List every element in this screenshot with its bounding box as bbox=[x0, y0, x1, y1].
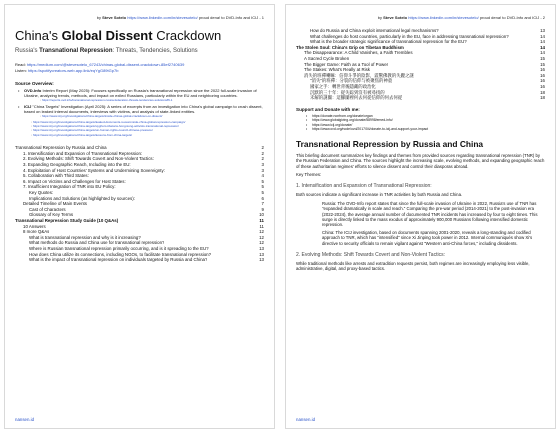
toc-entry-page: 14 bbox=[540, 33, 545, 39]
support-link[interactable]: • https://www.globalgiving.org/donate/58998/emed-info/ bbox=[306, 118, 545, 123]
toc-entry-page: 11 bbox=[259, 217, 264, 223]
toc-entry-page: 2 bbox=[261, 145, 264, 151]
header-link[interactable]: https://www.linkedin.com/in/stevesotelo/ bbox=[127, 15, 198, 20]
toc-entry[interactable] bbox=[296, 95, 545, 101]
read-link[interactable]: https://medium.com/@stevesotelo_67243/chinas-global-dissent-crackdown-85ef2740639 bbox=[26, 62, 185, 67]
paragraph: Both sources indicate a significant increase in TNR activities by both Russia and China. bbox=[296, 192, 463, 198]
toc-entry-page: 13 bbox=[540, 28, 545, 33]
toc-entry-page: 5 bbox=[261, 190, 264, 195]
header-link[interactable]: https://www.linkedin.com/in/stevesotelo/ bbox=[408, 15, 479, 20]
toc-entry-title: Glossary of Key Terms bbox=[29, 212, 74, 218]
toc-entry-title: The Stolen Soul: China's Grip on Tibetan Buddhism bbox=[296, 44, 404, 50]
toc-entry-page: 6 bbox=[261, 195, 264, 201]
toc-entry-page: 12 bbox=[259, 229, 264, 235]
source-link[interactable]: ◦ https://reports.ovd.info/transnational-repression-russia-federation-threats-tendencies-solutions#ft-1 bbox=[24, 98, 264, 102]
toc-entry-title: 消失的班禪喇嘛：信仰斗爭的陰影，震驚佛教的失蹤之謎 bbox=[304, 72, 414, 78]
paragraph: While traditional methods like arrests and extradition requests persist, both regimes are increasingly employing less visible, administrative, digital, and proxy-based tactics. bbox=[296, 261, 530, 272]
page-title bbox=[15, 28, 264, 43]
toc-entry-page: 7 bbox=[261, 201, 264, 207]
toc-entry-page: 3 bbox=[261, 167, 264, 173]
toc-entry-page: 10 bbox=[259, 212, 264, 218]
toc-entry-title: 1. Intensification and Expansion of Transnational Repression: bbox=[23, 150, 143, 156]
listen-label: Listen: bbox=[15, 67, 27, 73]
extra-link[interactable]: ◦ https://www.icij.org/investigations/china-targets/lessons-from-china-targets/ bbox=[15, 133, 264, 137]
header-author: Steve Sotelo bbox=[383, 15, 408, 20]
page-footer[interactable]: nansen.id bbox=[15, 417, 35, 422]
page-header bbox=[15, 15, 264, 20]
toc-entry-title: "消失"的班禪：分裂的信仰与被聚焦的神童 bbox=[310, 78, 393, 84]
source-link[interactable]: ◦ https://www.icij.org/investigations/china-targets/inside-chinas-global-crackdown-on-dissent/ bbox=[24, 114, 264, 118]
extra-link[interactable]: ◦ https://www.icij.org/investigations/china-targets/leaked-documents-reveal-inside-china-global-repression-campaign/ bbox=[15, 120, 264, 124]
toc-entry-title: 6. Impact on Victims and Challenges for Host States: bbox=[23, 178, 126, 184]
toc-entry-page: 13 bbox=[259, 251, 264, 257]
header-by: by bbox=[96, 15, 101, 20]
toc-entry-title: What is the impact of transnational repression on individuals targeted by Russia and China? bbox=[29, 257, 208, 263]
listen-link[interactable]: https://spotifycreators-web.app.link/eqYgG89tGp7b bbox=[27, 67, 119, 73]
toc-entry-title: Cast of Characters bbox=[29, 206, 66, 212]
source-desc: "China Targets" Investigation (April 2025): A series of excerpts from an investigation into China's global campaign to crush dissent, based on leaked internal documents, interviews with victims, and analysis of state-linked entities. bbox=[24, 103, 263, 115]
table-of-contents bbox=[15, 145, 264, 262]
toc-entry-title: 5. Collaboration with Third States: bbox=[23, 173, 89, 179]
toc-entry-page: 18 bbox=[540, 89, 545, 95]
subtitle-pre: Russia's bbox=[15, 48, 40, 54]
toc-entry-title: The Bigger Game: Faith as a Tool of Power bbox=[304, 61, 389, 67]
toc-entry-page: 2 bbox=[261, 150, 264, 156]
toc-entry-title: Transnational Repression Study Guide (10 Q&As) bbox=[15, 217, 119, 223]
toc-entry-title: What is transnational repression and why is it increasing? bbox=[29, 234, 141, 240]
page-subtitle bbox=[15, 48, 264, 54]
toc-entry-title: Where is Russian transnational repression primarily occurring, and is it spreading to the EU? bbox=[29, 245, 209, 251]
header-by: by bbox=[377, 15, 382, 20]
toc-entry-title: What challenges do host countries, particularly in the EU, face in addressing transnational repression? bbox=[310, 33, 509, 39]
toc-entry-page: 16 bbox=[540, 72, 545, 78]
toc-entry-page: 5 bbox=[261, 178, 264, 184]
source-item bbox=[15, 88, 264, 103]
toc-entry-title: 沉默的三十年：從失踪到沒有被尋找的 bbox=[310, 89, 385, 95]
toc-entry-page: 14 bbox=[540, 39, 545, 45]
subsection-heading: 1. Intensification and Expansion of Transnational Repression: bbox=[296, 183, 432, 190]
toc-entry-title: 4. Exploitation of Host Countries' Systems and Undermining Sovereignty: bbox=[23, 167, 165, 173]
toc-entry-page: 9 bbox=[261, 206, 264, 212]
toc-entry-title: 未解的謎團：這腳團裡何去何從信仰的何去何從 bbox=[310, 95, 403, 101]
toc-entry-page: 16 bbox=[540, 78, 545, 84]
toc-entry-page: 16 bbox=[540, 67, 545, 73]
page-footer[interactable]: nansen.id bbox=[296, 417, 316, 422]
support-links bbox=[296, 114, 545, 132]
read-label: Read: bbox=[15, 62, 26, 67]
extra-link[interactable]: ◦ https://www.icij.org/investigations/china-targets/uyghurs-tibetans-hong-kong-activists-transnational-repression/ bbox=[15, 124, 264, 128]
toc-entry-title: The Disappearance: A Child Vanishes, a Faith Trembles bbox=[304, 50, 413, 56]
toc-entry[interactable] bbox=[15, 257, 264, 263]
extra-links bbox=[15, 120, 264, 138]
subtitle-bold: Transnational Repression bbox=[39, 48, 113, 54]
extra-link[interactable]: ◦ https://www.icij.org/investigations/china-targets/un-human-rights-council-chinese-pressure/ bbox=[15, 128, 264, 132]
title-post: Crackdown bbox=[152, 28, 222, 43]
read-listen-links bbox=[15, 62, 264, 73]
toc-entry-page: 15 bbox=[540, 55, 545, 61]
toc-entry-title: 2. Evolving Methods: Shift Towards Covert and Non-Violent Tactics: bbox=[23, 156, 154, 162]
toc-entry-page: 13 bbox=[259, 257, 264, 263]
toc-entry-page: 13 bbox=[259, 245, 264, 251]
toc-entry-page: 2 bbox=[261, 156, 264, 162]
table-of-contents-continued bbox=[296, 28, 545, 101]
header-tagline: proud dena! to DVD-Info and ICIJ - 1 bbox=[198, 15, 264, 20]
toc-entry-title: 3. Expanding Geographic Reach, Including into the EU: bbox=[23, 162, 131, 168]
intro-paragraph: This briefing document summarizes key findings and themes from provided sources regarding transnational repression (TNR) by the Russian Federation and China. The sources highlight the increasing scale, evolving methods, and expanding geographic reach of these authoritarian regimes' efforts to silence dissent and control their diasporas abroad. bbox=[296, 152, 545, 169]
indented-paragraph-china: China: The ICIJ investigation, based on documents spanning 2001-2020, reveals a long-standing and codified approach to TNR, which has "intensified" since Xi Jinping took power in 2012. Internal communiqués show Xi's directive to security officials to remain vigilant against "Western anti-China forces," including dissidents. bbox=[322, 229, 533, 246]
toc-entry-page: 14 bbox=[540, 50, 545, 56]
toc-entry-title: 7. Insufficient Integration of TNR into EU Policy: bbox=[23, 184, 116, 190]
support-link[interactable]: • https://www.icij.org/donate/ bbox=[306, 123, 545, 128]
toc-entry-title: 8 more Q&As bbox=[23, 229, 50, 235]
key-themes-label: Key Themes: bbox=[296, 171, 322, 177]
support-link[interactable]: • https://donate.nonfrom.org/donate/organ bbox=[306, 114, 545, 119]
toc-entry-title: How does China utilize its connections, including NGOs, to facilitate transnational repression? bbox=[29, 251, 212, 257]
indented-paragraph-russia: Russia: The OVD-Info report states that since the full-scale invasion of Ukraine in 2022, Russia's use of TNR has "expanded dramatically in scale and reach." Comparing the pre-war period (2014-2021) to the post-invasion era (2022-2024), the average annual number of documented TNR incidents has increased by four to eight times. This surge is directly linked to the mass exodus of approximately 900,000 Russians following intensified domestic repression. bbox=[322, 200, 538, 228]
toc-entry-page: 12 bbox=[259, 240, 264, 246]
toc-entry-title: Transnational Repression by Russia and China bbox=[15, 145, 107, 151]
toc-entry-page: 4 bbox=[261, 173, 264, 179]
toc-entry-title: A Sacred Cycle Broken bbox=[304, 55, 350, 61]
toc-entry-title: What is the broader strategic significance of transnational repression for the EU? bbox=[310, 39, 467, 45]
toc-entry-title: 10 Answers bbox=[23, 223, 46, 229]
subtitle-post: : Threats, Tendencies, Solutions bbox=[112, 48, 198, 54]
toc-entry-page: 12 bbox=[259, 234, 264, 240]
support-link[interactable]: • https://www.ovd.org/node/ovd/2017/04/donate-to-icij-and-support-your-impact bbox=[306, 127, 545, 132]
source-name: OVD-Info bbox=[24, 88, 42, 93]
source-name: ICIJ bbox=[24, 103, 32, 109]
toc-entry-page: 14 bbox=[540, 44, 545, 50]
support-heading: Support and Donate with me: bbox=[296, 106, 360, 112]
toc-entry-page: 11 bbox=[259, 223, 264, 229]
page-2 bbox=[285, 4, 556, 429]
source-list bbox=[15, 88, 264, 119]
toc-entry-page: 18 bbox=[540, 95, 545, 101]
header-author: Steve Sotelo bbox=[102, 15, 127, 20]
title-pre: China's bbox=[15, 28, 62, 43]
subsection-heading: 2. Evolving Methods: Shift Towards Covert and Non-Violent Tactics: bbox=[296, 252, 445, 258]
toc-entry-title: Key Quotes: bbox=[29, 190, 54, 195]
page-1 bbox=[4, 4, 275, 429]
toc-entry-page: 15 bbox=[540, 61, 545, 67]
page-header bbox=[296, 15, 545, 20]
section-heading: Transnational Repression by Russia and China bbox=[296, 138, 484, 149]
title-bold: Global Dissent bbox=[61, 28, 153, 43]
toc-entry-page: 3 bbox=[261, 162, 264, 168]
toc-entry-page: 16 bbox=[540, 83, 545, 89]
toc-entry-title: The Stakes: What's Really at Risk bbox=[304, 67, 370, 73]
toc-entry-page: 5 bbox=[261, 184, 264, 190]
header-tagline: proud dena! to DVD-Info and ICIJ - 2 bbox=[479, 15, 545, 20]
source-desc: Interim Report (May 2025): Focuses specifically on Russia's transnational repression since the 2022 full-scale invasion of Ukraine, analyzing trends, methods, and impact on exiled Russians, particularly within the EU and neighboring countries. bbox=[24, 88, 257, 99]
source-item bbox=[15, 104, 264, 119]
toc-entry-title: What methods do Russia and China use for transnational repression? bbox=[29, 240, 165, 246]
toc-entry-title: Detailed Timeline of Main Events bbox=[23, 201, 87, 207]
toc-entry-title: 國家之手：轉世背後隱藏的政治化 bbox=[310, 83, 376, 89]
toc-entry-title: How do Russia and China exploit international legal mechanisms? bbox=[310, 28, 439, 33]
toc-entry-title: Implications and Solutions (as highlighted by sources): bbox=[29, 195, 135, 201]
source-overview-heading: Source Overview: bbox=[15, 81, 54, 86]
